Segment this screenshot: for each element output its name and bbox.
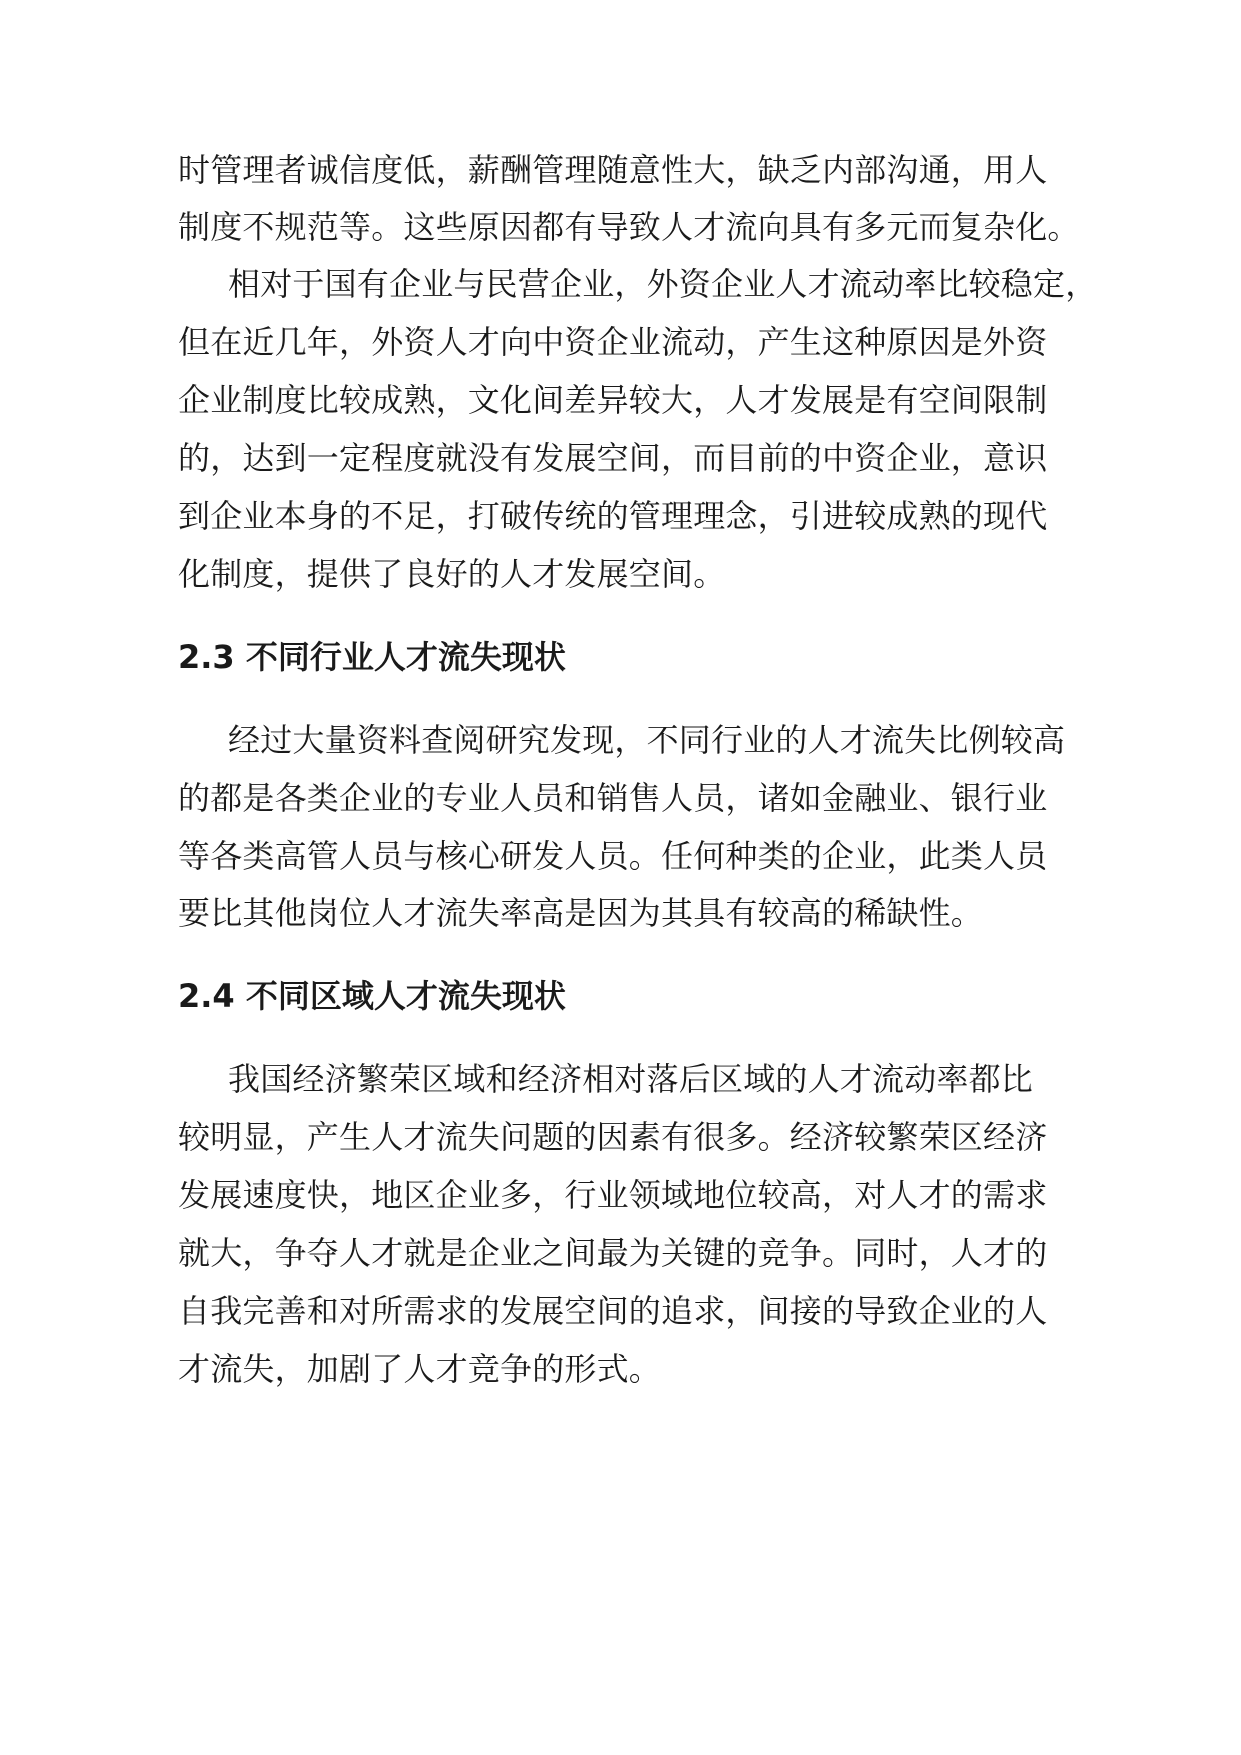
- paragraph-line: 要比其他岗位人才流失率高是因为其具有较高的稀缺性。: [178, 894, 984, 932]
- paragraph-line: 时管理者诚信度低，薪酬管理随意性大，缺乏内部沟通，用人: [178, 151, 1048, 189]
- paragraph-line: 自我完善和对所需求的发展空间的追求，间接的导致企业的人: [178, 1292, 1048, 1330]
- paragraph-line: 的，达到一定程度就没有发展空间，而目前的中资企业，意识: [178, 439, 1048, 477]
- section-heading-2-4: 2.4 不同区域人才流失现状: [178, 977, 566, 1015]
- paragraph-line: 化制度，提供了良好的人才发展空间。: [178, 555, 726, 593]
- section-heading-2-3: 2.3 不同行业人才流失现状: [178, 638, 566, 676]
- paragraph-line: 但在近几年，外资人才向中资企业流动，产生这种原因是外资: [178, 323, 1048, 361]
- paragraph-line: 发展速度快，地区企业多，行业领域地位较高，对人才的需求: [178, 1176, 1048, 1214]
- paragraph-line: 等各类高管人员与核心研发人员。任何种类的企业，此类人员: [178, 837, 1048, 875]
- paragraph-line: 企业制度比较成熟，文化间差异较大，人才发展是有空间限制: [178, 381, 1048, 419]
- paragraph-line: 才流失，加剧了人才竞争的形式。: [178, 1350, 662, 1388]
- paragraph-line: 的都是各类企业的专业人员和销售人员，诸如金融业、银行业: [178, 779, 1048, 817]
- paragraph-line: 经过大量资料查阅研究发现，不同行业的人才流失比例较高: [228, 721, 1066, 759]
- paragraph-line: 相对于国有企业与民营企业，外资企业人才流动率比较稳定，: [228, 265, 1098, 303]
- paragraph-line: 较明显，产生人才流失问题的因素有很多。经济较繁荣区经济: [178, 1118, 1048, 1156]
- paragraph-line: 就大，争夺人才就是企业之间最为关键的竞争。同时，人才的: [178, 1234, 1048, 1272]
- paragraph-line: 制度不规范等。这些原因都有导致人才流向具有多元而复杂化。: [178, 208, 1080, 246]
- paragraph-line: 到企业本身的不足，打破传统的管理理念，引进较成熟的现代: [178, 497, 1048, 535]
- paragraph-line: 我国经济繁荣区域和经济相对落后区域的人才流动率都比: [228, 1060, 1034, 1098]
